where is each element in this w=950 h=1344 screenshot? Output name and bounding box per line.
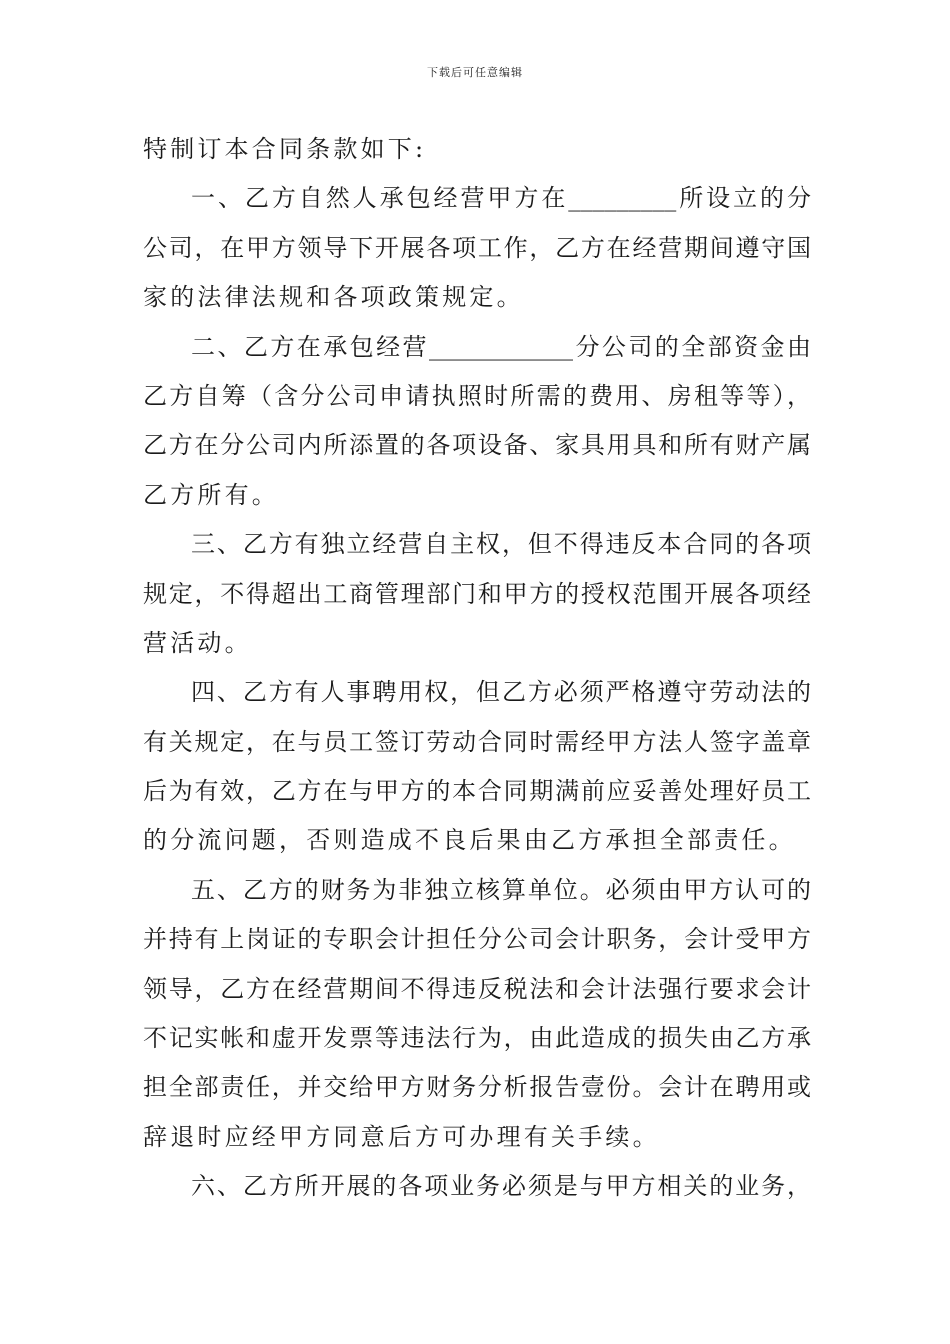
clause-6-line: 六、乙方所开展的各项业务必须是与甲方相关的业务，: [191, 1172, 811, 1201]
clause-4-line: 的分流问题，否则造成不良后果由乙方承担全部责任。: [143, 826, 796, 855]
clause-2-line: 乙方在分公司内所添置的各项设备、家具用具和所有财产属: [143, 431, 811, 460]
clause-2-line: 乙方自筹（含分公司申请执照时所需的费用、房租等等），: [143, 381, 811, 410]
clause-5-line: 领导，乙方在经营期间不得违反税法和会计法强行要求会计: [143, 974, 811, 1003]
clause-5-line: 不记实帐和虚开发票等违法行为，由此造成的损失由乙方承: [143, 1024, 811, 1053]
clause-5-line: 五、乙方的财务为非独立核算单位。必须由甲方认可的: [191, 875, 811, 904]
clause-2-line: 二、乙方在承包经营____________分公司的全部资金由: [191, 332, 811, 361]
clause-4-line: 有关规定，在与员工签订劳动合同时需经甲方法人签字盖章: [143, 727, 811, 756]
clause-3-line: 三、乙方有独立经营自主权，但不得违反本合同的各项: [191, 530, 811, 559]
clause-5-line: 并持有上岗证的专职会计担任分公司会计职务，会计受甲方: [143, 925, 811, 954]
clause-2-line: 乙方所有。: [143, 480, 279, 509]
clause-3-line: 规定，不得超出工商管理部门和甲方的授权范围开展各项经: [143, 579, 811, 608]
page-header: 下载后可任意编辑: [427, 66, 523, 79]
document-body: [143, 125, 811, 1212]
clause-3-line: 营活动。: [143, 628, 252, 657]
clause-1-line: 公司，在甲方领导下开展各项工作，乙方在经营期间遵守国: [143, 233, 811, 262]
clause-4-line: 后为有效，乙方在与甲方的本合同期满前应妥善处理好员工: [143, 777, 811, 806]
clause-5-line: 担全部责任，并交给甲方财务分析报告壹份。会计在聘用或: [143, 1073, 811, 1102]
text-line: 特制订本合同条款如下:: [143, 135, 427, 163]
clause-5-line: 辞退时应经甲方同意后方可办理有关手续。: [143, 1122, 660, 1151]
clause-1-line: 家的法律法规和各项政策规定。: [143, 283, 524, 312]
clause-1-line: 一、乙方自然人承包经营甲方在_________所设立的分: [191, 184, 811, 213]
clause-4-line: 四、乙方有人事聘用权，但乙方必须严格遵守劳动法的: [191, 678, 811, 707]
